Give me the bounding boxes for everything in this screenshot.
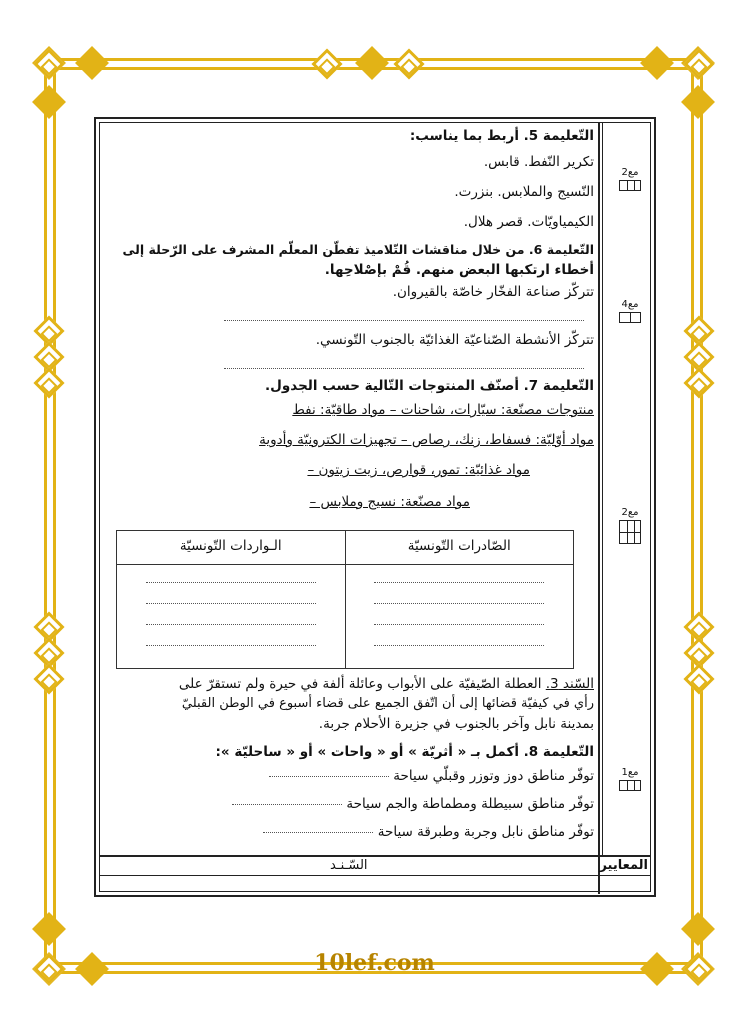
source-column-label: السّـنـد <box>330 858 368 873</box>
worksheet <box>94 117 656 897</box>
diamond-ornament-icon <box>681 85 715 119</box>
ring-ornament-icon <box>33 663 64 694</box>
diamond-ornament-icon <box>32 912 66 946</box>
criteria-column-label: المعايير <box>599 858 648 873</box>
instruction-5-item: الكيمياويّات. قصر هلال. <box>463 214 594 230</box>
ring-ornament-icon <box>33 48 64 79</box>
instruction-6-item: تتركّز الأنشطة الصّناعيّة الغذائيّة بالجنوب التّونسي. <box>315 332 594 348</box>
imports-answer-cell[interactable] <box>117 565 346 669</box>
criteria-box: مع1 <box>606 767 654 794</box>
site-watermark: 10lef.com <box>314 950 435 976</box>
diamond-ornament-icon <box>640 46 674 80</box>
diamond-ornament-icon <box>681 912 715 946</box>
instruction-7-item: منتوجات مصنّعة: سيّارات، شاحنات – مواد طاقيّة: نفط <box>292 402 594 418</box>
diamond-ornament-icon <box>355 46 389 80</box>
instruction-5-title: التّعليمة 5. أربط بما يناسب: <box>409 128 594 144</box>
table-header-exports: الصّادرات التّونسيّة <box>345 531 574 565</box>
instruction-8-item: توفّر مناطق دوز وتوزر وقبلّي سياحة <box>269 767 594 787</box>
document-text: السّند 3. العطلة الصّيفيّة على الأبواب وعائلة ألفة في حيرة ولم تستقرّ على <box>178 676 594 692</box>
instruction-7-item: مواد مصنّعة: نسيج وملابس – <box>309 494 470 510</box>
products-table <box>116 530 574 669</box>
criteria-box: مع2 <box>606 167 654 194</box>
diamond-ornament-icon <box>75 46 109 80</box>
instruction-6-title-cont: أخطاء ارتكبها البعض منهم. قُمْ بإصْلاحِها. <box>324 262 594 278</box>
criteria-box: مع2 <box>606 507 654 547</box>
instruction-8-item: توفّر مناطق سبيطلة ومطماطة والجم سياحة <box>232 795 594 815</box>
instruction-5-item: النّسيج والملابس. بنزرت. <box>454 184 594 200</box>
instruction-7-item: مواد غذائيّة: تمور، قوارص، زيت زيتون – <box>307 462 530 478</box>
document-label: السّند 3. <box>545 676 594 692</box>
table-header-imports: الـواردات التّونسيّة <box>117 531 346 565</box>
instruction-8-title: التّعليمة 8. أكمل بـ « أثريّة » أو « واحات » أو « ساحليّة »: <box>215 744 594 760</box>
ring-ornament-icon <box>393 48 424 79</box>
instruction-5-item: تكرير النّفط. قابس. <box>483 154 594 170</box>
exports-answer-cell[interactable] <box>345 565 574 669</box>
ring-ornament-icon <box>33 367 64 398</box>
diamond-ornament-icon <box>32 85 66 119</box>
document-text-line: بمدينة نابل وآخر بالجنوب في جزيرة الأحلام جربة. <box>318 716 594 732</box>
ring-ornament-icon <box>683 48 714 79</box>
instruction-8-item: توفّر مناطق نابل وجربة وطبرقة سياحة <box>263 823 594 843</box>
instruction-7-title: التّعليمة 7. أصنّف المنتوجات التّالية حسب الجدول. <box>265 378 594 394</box>
ring-ornament-icon <box>683 663 714 694</box>
document-text-line: رأي في كيفيّة قضائها إلى أن اتّفق الجميع على قضاء أسبوع في الوطن القبليّ <box>181 696 594 711</box>
instruction-6-item: تتركّز صناعة الفخّار خاصّة بالقيروان. <box>392 284 594 300</box>
instruction-6-title: التّعليمة 6. من خلال مناقشات التّلاميذ تفطّن المعلّم المشرف على الرّحلة إلى <box>122 242 594 257</box>
ring-ornament-icon <box>683 367 714 398</box>
instruction-7-item: مواد أوّليّة: فسفاط، زنك، رصاص – تجهيزات الكترونيّة وأدوية <box>259 432 594 448</box>
ring-ornament-icon <box>311 48 342 79</box>
criteria-box: مع4 <box>606 299 654 326</box>
